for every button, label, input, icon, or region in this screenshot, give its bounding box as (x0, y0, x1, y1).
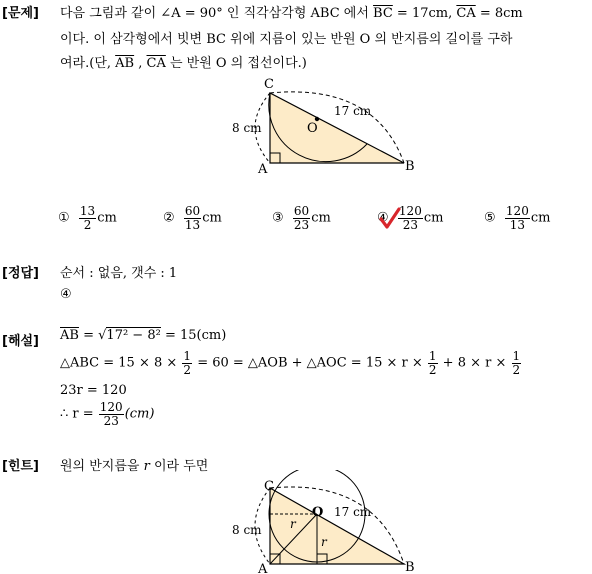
label-b: B (405, 560, 415, 574)
problem-tag: [문제] (2, 6, 39, 21)
hint-tag: [힌트] (2, 459, 39, 474)
problem-line-2: 이다. 이 삼각형에서 빗변 BC 위에 지름이 있는 반원 O 의 반지름의 길이를 구하 (60, 32, 513, 47)
solution-line-1: $\overline{AB} = √17^2 - 8^2 = 15(cm)$ (60, 328, 227, 343)
label-r-vertical: r (321, 535, 327, 549)
figure-triangle-semicircle (0, 0, 592, 200)
label-side-ca: 8 cm (232, 523, 262, 537)
answer-tag: [정답] (2, 266, 39, 281)
choice-5[interactable]: ⑤ $\frac{120}{13}$ cm (484, 204, 551, 232)
figure-hint-triangle (0, 470, 592, 574)
label-o: O (312, 505, 324, 520)
label-o: O (307, 121, 318, 136)
label-r-horizontal: r (290, 517, 296, 531)
check-mark-icon (378, 206, 402, 232)
label-c: C (264, 479, 274, 494)
choice-3[interactable]: ③ $\frac{60}{23}$ cm (272, 204, 331, 232)
label-b: B (405, 159, 415, 174)
hint-text: 원의 반지름을 r 이라 두면 (60, 459, 209, 474)
solution-line-2: △ABC = 15 × 8 × $\frac{1}{2}$ = 60 = △AOB + △AOC = 15 × r × $\frac{1}{2}$ + 8 × r × $\frac{1}{2}$ (60, 349, 521, 377)
solution-line-3: 23r = 120 (60, 383, 127, 398)
label-a: A (258, 562, 268, 574)
answer-value: ④ (60, 287, 72, 302)
choice-4[interactable]: ④ $\frac{120}{23}$ cm (377, 204, 444, 232)
label-a: A (258, 162, 268, 177)
choice-1[interactable]: ① $\frac{13}{2}$ cm (58, 204, 117, 232)
solution-line-4: ∴ r = $\frac{120}{23}$ (cm) (60, 400, 155, 428)
label-side-ca: 8 cm (232, 121, 262, 135)
label-side-bc: 17 cm (334, 104, 372, 118)
label-c: C (264, 77, 274, 92)
label-side-bc: 17 cm (334, 505, 372, 519)
choice-2[interactable]: ② $\frac{60}{13}$ cm (163, 204, 222, 232)
problem-line-1: 다음 그림과 같이 ∠A = 90° 인 직각삼각형 ABC 에서 $\overline{BC} = 17cm$, $\overline{CA} = 8cm$ (60, 6, 523, 21)
problem-line-3: 여라.(단, $\overline{AB}$ , $\overline{CA}$ 는 반원 O 의 접선이다.) (60, 56, 307, 71)
answer-meta: 순서 : 없음, 갯수 : 1 (60, 266, 178, 281)
solution-tag: [해설] (2, 334, 39, 349)
